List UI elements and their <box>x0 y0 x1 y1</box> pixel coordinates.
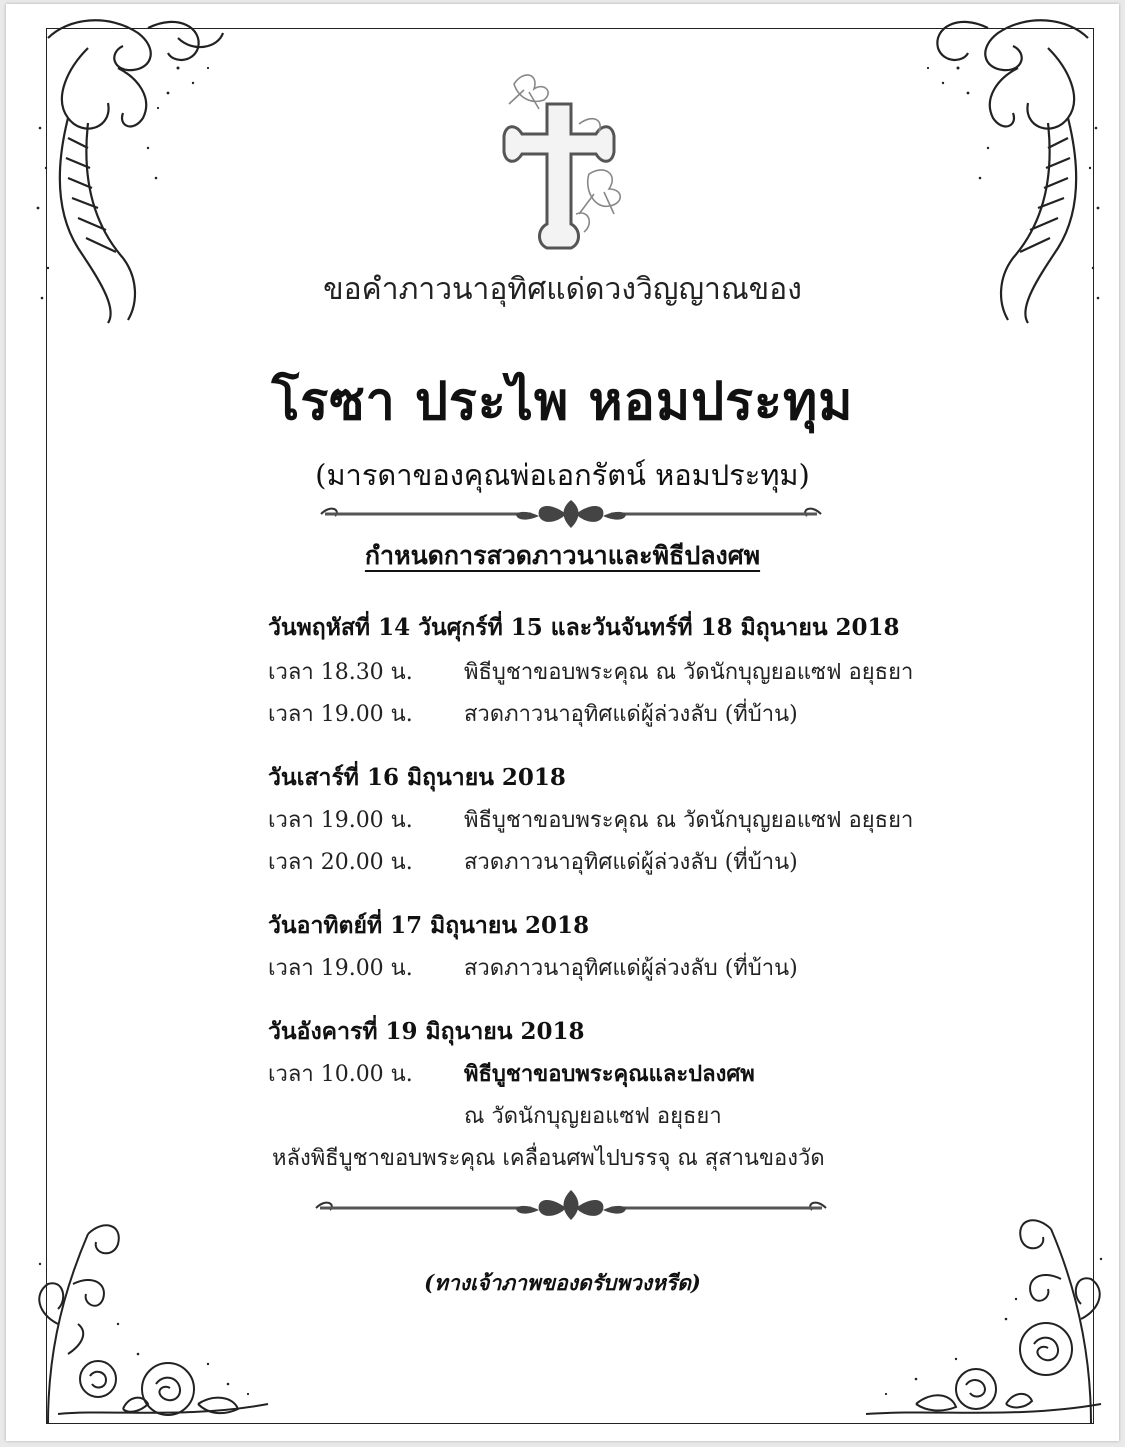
wreath-note: (ทางเจ้าภาพของดรับพวงหรีด) <box>424 1270 701 1295</box>
cross-lily-icon <box>484 64 634 259</box>
day-heading: วันอังคารที่ 19 มิถุนายน 2018 <box>268 1018 585 1045</box>
event-description: พิธีบูชาขอบพระคุณ ณ วัดนักบุญยอแซฟ อยุธยา <box>464 660 914 685</box>
day-heading: วันเสาร์ที่ 16 มิถุนายน 2018 <box>268 764 566 791</box>
event-time: เวลา 10.00 น. <box>268 1062 413 1087</box>
deceased-name: โรซา ประไพ หอมประทุม <box>271 371 854 432</box>
event-description: พิธีบูชาขอบพระคุณ ณ วัดนักบุญยอแซฟ อยุธยา <box>464 808 914 833</box>
event-time: เวลา 18.30 น. <box>268 660 413 685</box>
event-time: เวลา 19.00 น. <box>268 702 413 727</box>
event-description: สวดภาวนาอุทิศแด่ผู้ล่วงลับ (ที่บ้าน) <box>464 702 798 727</box>
event-location: ณ วัดนักบุญยอแซฟ อยุธยา <box>464 1104 722 1129</box>
day-heading: วันอาทิตย์ที่ 17 มิถุนายน 2018 <box>268 912 590 939</box>
day-heading: วันพฤหัสที่ 14 วันศุกร์ที่ 15 และวันจันทร์ที่ 18 มิถุนายน 2018 <box>268 614 900 641</box>
event-time: เวลา 19.00 น. <box>268 956 413 981</box>
corner-rose-ornament-bottom-right <box>856 1199 1111 1434</box>
flourish-divider-icon-top <box>311 492 831 534</box>
schedule-title: กำหนดการสวดภาวนาและพิธีปลงศพ <box>364 541 761 570</box>
event-description: สวดภาวนาอุทิศแด่ผู้ล่วงลับ (ที่บ้าน) <box>464 956 798 981</box>
event-time: เวลา 20.00 น. <box>268 850 413 875</box>
relation-line: (มารดาของคุณพ่อเอกรัตน์ หอมประทุม) <box>315 458 810 492</box>
intro-line: ขอคำภาวนาอุทิศแด่ดวงวิญญาณของ <box>323 272 802 307</box>
funeral-notice-page <box>6 4 1119 1441</box>
event-description: สวดภาวนาอุทิศแด่ผู้ล่วงลับ (ที่บ้าน) <box>464 850 798 875</box>
flourish-divider-icon-bottom <box>306 1182 836 1226</box>
after-ceremony-note: หลังพิธีบูชาขอบพระคุณ เคลื่อนศพไปบรรจุ ณ สุสานของวัด <box>272 1146 825 1171</box>
event-description: พิธีบูชาขอบพระคุณและปลงศพ <box>464 1061 755 1087</box>
event-time: เวลา 19.00 น. <box>268 808 413 833</box>
corner-rose-ornament-bottom-left <box>28 1204 278 1434</box>
